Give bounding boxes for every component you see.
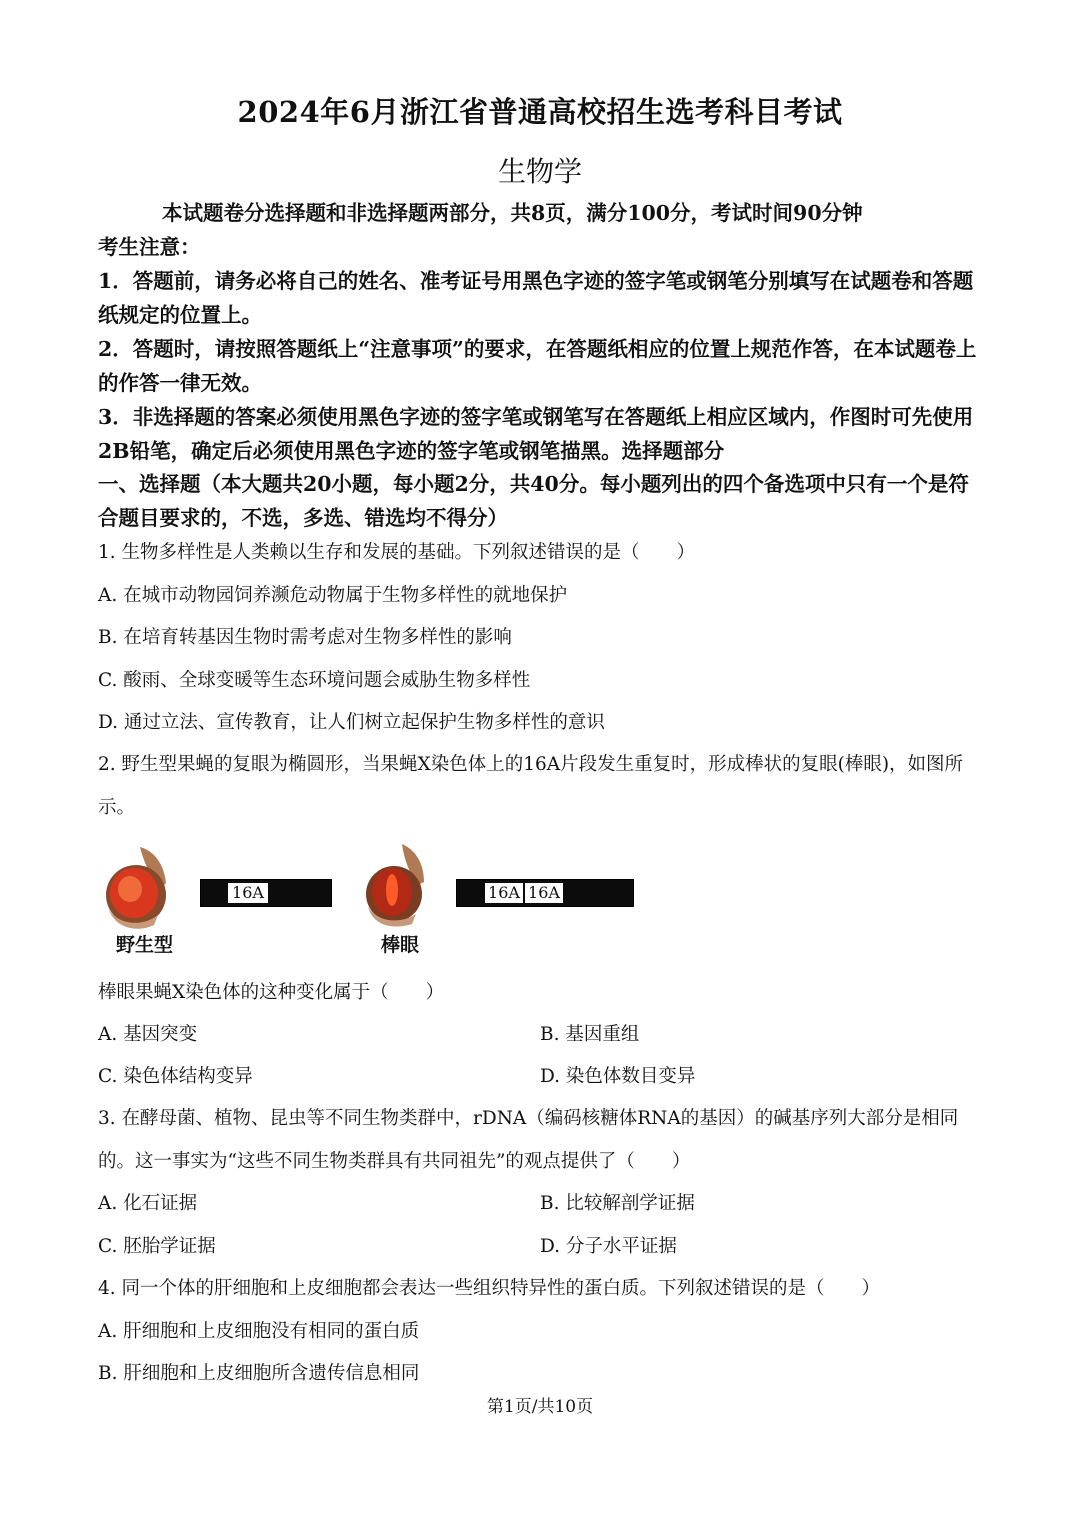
question-1-option-a: A. 在城市动物园饲养濒危动物属于生物多样性的就地保护 [98, 585, 568, 606]
bar-eye-label: 棒眼 [381, 934, 420, 956]
chromosome-segment: 16A [485, 883, 523, 903]
question-2-stem-2: 棒眼果蝇X染色体的这种变化属于（ ） [98, 982, 445, 1003]
question-1-option-b: B. 在培育转基因生物时需考虑对生物多样性的影响 [98, 627, 512, 648]
page-number: 第1页/共10页 [486, 1397, 594, 1417]
wild-type-fly-image [100, 845, 170, 930]
question-3-option-d: D. 分子水平证据 [540, 1236, 677, 1257]
wild-type-chromosome [200, 879, 332, 907]
question-3-option-b: B. 比较解剖学证据 [540, 1193, 695, 1214]
notice-item-3: 3．非选择题的答案必须使用黑色字迹的签字笔或钢笔写在答题纸上相应区域内，作图时可先使用2B铅笔，确定后必须使用黑色字迹的签字笔或钢笔描黑。选择题部分 [98, 405, 974, 463]
chromosome-segment: 16A [525, 883, 563, 903]
question-2-option-c: C. 染色体结构变异 [98, 1066, 253, 1087]
notice-item-1: 1．答题前，请务必将自己的姓名、准考证号用黑色字迹的签字笔或钢笔分别填写在试题卷和答题纸规定的位置上。 [98, 269, 974, 327]
question-3-stem: 3. 在酵母菌、植物、昆虫等不同生物类群中，rDNA（编码核糖体RNA的基因）的碱基序列大部分是相同的。这一事实为“这些不同生物类群具有共同祖先”的观点提供了（ ） [98, 1108, 959, 1172]
question-2-option-b: B. 基因重组 [540, 1024, 640, 1045]
question-3-option-c: C. 胚胎学证据 [98, 1236, 216, 1257]
section-heading: 一、选择题（本大题共20小题，每小题2分，共40分。每小题列出的四个备选项中只有一个是符合题目要求的，不选，多选、错选均不得分） [98, 472, 969, 530]
question-3-option-a: A. 化石证据 [98, 1193, 198, 1214]
question-2-stem: 2. 野生型果蝇的复眼为椭圆形，当果蝇X染色体上的16A片段发生重复时，形成棒状的复眼(棒眼)，如图所示。 [98, 754, 964, 818]
chromosome-segment: 16A [228, 883, 268, 903]
question-2-option-a: A. 基因突变 [98, 1024, 198, 1045]
question-1-stem: 1. 生物多样性是人类赖以生存和发展的基础。下列叙述错误的是（ ） [98, 542, 696, 563]
wild-type-label: 野生型 [116, 934, 174, 956]
question-1-option-c: C. 酸雨、全球变暖等生态环境问题会威胁生物多样性 [98, 670, 531, 691]
question-4-option-a: A. 肝细胞和上皮细胞没有相同的蛋白质 [98, 1321, 420, 1342]
question-4-stem: 4. 同一个体的肝细胞和上皮细胞都会表达一些组织特异性的蛋白质。下列叙述错误的是（ ） [98, 1278, 881, 1299]
question-4-option-b: B. 肝细胞和上皮细胞所含遗传信息相同 [98, 1363, 420, 1384]
subject-title: 生物学 [497, 155, 582, 188]
question-2-option-d: D. 染色体数目变异 [540, 1066, 696, 1087]
exam-title: 2024年6月浙江省普通高校招生选考科目考试 [237, 95, 843, 129]
notice-heading: 考生注意： [98, 235, 201, 259]
bar-eye-chromosome [456, 879, 634, 907]
bar-eye-fly-image [358, 842, 428, 927]
notice-item-2: 2．答题时，请按照答题纸上“注意事项”的要求，在答题纸相应的位置上规范作答，在本试题卷上的作答一律无效。 [98, 337, 977, 395]
question-1-option-d: D. 通过立法、宣传教育，让人们树立起保护生物多样性的意识 [98, 712, 605, 733]
exam-intro: 本试题卷分选择题和非选择题两部分，共8页，满分100分，考试时间90分钟 [162, 201, 863, 225]
